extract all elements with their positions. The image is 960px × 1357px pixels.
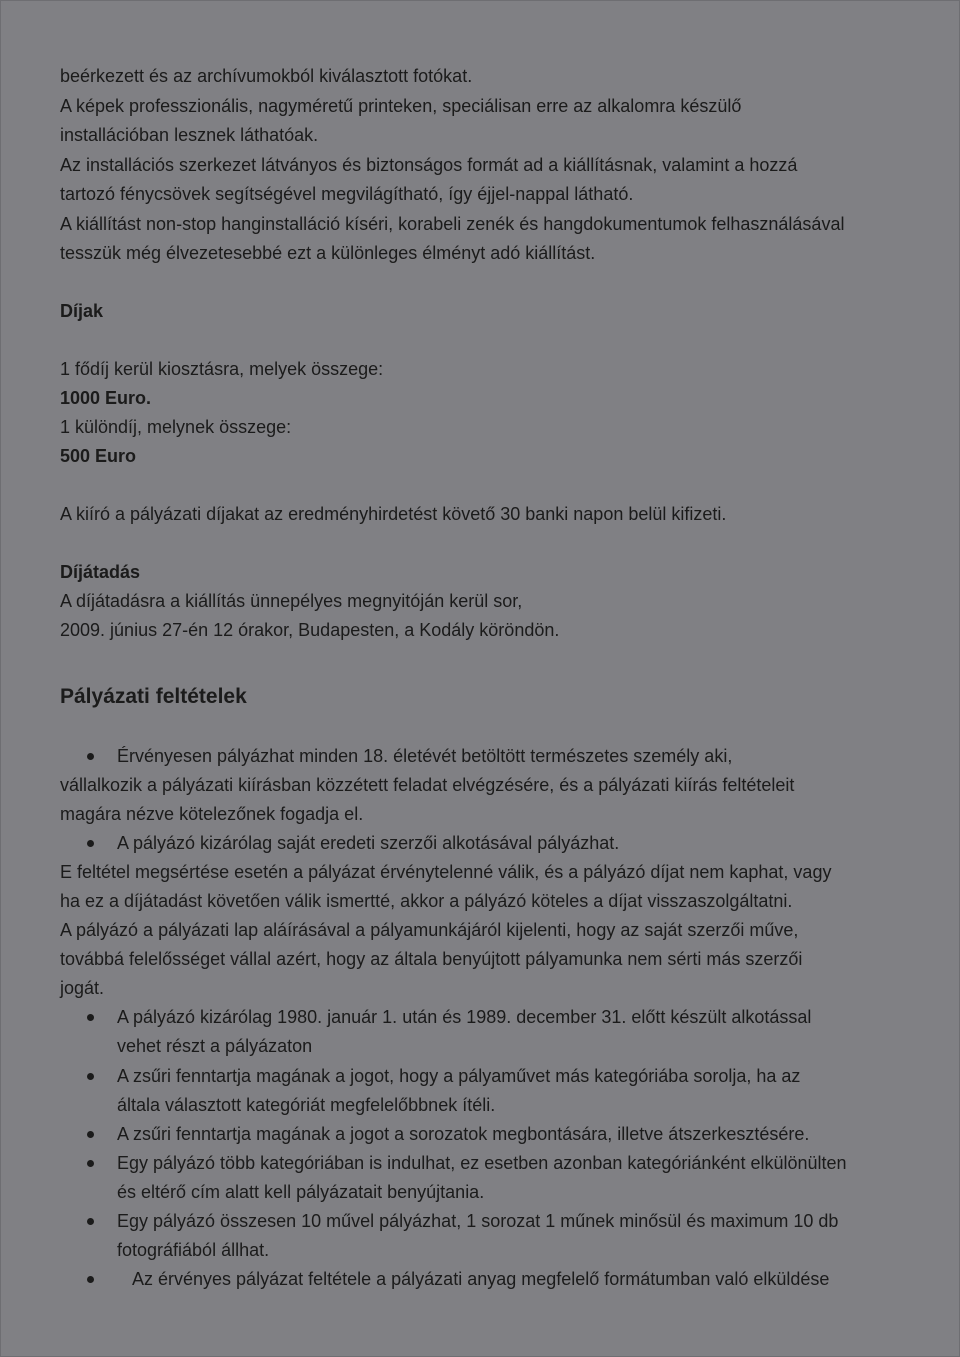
- prizes-heading: Díjak: [60, 301, 104, 321]
- condition-6-line-2: és eltérő cím alatt kell pályázatait benyújtania.: [117, 1182, 485, 1202]
- intro-line-7: tesszük még élvezetesebbé ezt a különleges élményt adó kiállítást.: [60, 243, 596, 263]
- condition-para-line-5: jogát.: [60, 978, 105, 998]
- intro-line-1: beérkezett és az archívumokból kiválasztott fotókat.: [60, 66, 473, 86]
- intro-line-4: Az installációs szerkezet látványos és biztonságos formát ad a kiállításnak, valamint a hozzá: [60, 155, 798, 175]
- intro-line-3: installációban lesznek láthatóak.: [60, 125, 319, 145]
- condition-7-line-1: Egy pályázó összesen 10 művel pályázhat, 1 sorozat 1 műnek minősül és maximum 10 db: [117, 1211, 839, 1231]
- condition-4-line-2: általa választott kategóriát megfelelőbbnek ítéli.: [117, 1095, 496, 1115]
- condition-6-line-1: Egy pályázó több kategóriában is indulhat, ez esetben azonban kategóriánként elkülönülten: [117, 1153, 847, 1173]
- ceremony-line-1: A díjátadásra a kiállítás ünnepélyes megnyitóján kerül sor,: [60, 591, 523, 611]
- bullet-icon: [87, 1131, 94, 1138]
- condition-8-line-1: Az érvényes pályázat feltétele a pályázati anyag megfelelő formátumban való elküldése: [132, 1269, 830, 1289]
- bullet-icon: [87, 1276, 94, 1283]
- bullet-icon: [87, 753, 94, 760]
- condition-2-line-1: A pályázó kizárólag saját eredeti szerzői alkotásával pályázhat.: [117, 833, 620, 853]
- special-prize-amount: 500 Euro: [60, 446, 137, 466]
- bullet-icon: [87, 840, 94, 847]
- special-prize-text: 1 különdíj, melynek összege:: [60, 417, 292, 437]
- condition-1-line-3: magára nézve kötelezőnek fogadja el.: [60, 804, 364, 824]
- condition-7-line-2: fotográfiából állhat.: [117, 1240, 270, 1260]
- main-prize-amount: 1000 Euro.: [60, 388, 152, 408]
- bullet-icon: [87, 1014, 94, 1021]
- ceremony-line-2: 2009. június 27-én 12 órakor, Budapesten, a Kodály köröndön.: [60, 620, 560, 640]
- condition-3-line-2: vehet részt a pályázaton: [117, 1036, 313, 1056]
- intro-line-2: A képek professzionális, nagyméretű printeken, speciálisan erre az alkalomra készülő: [60, 96, 742, 116]
- condition-para-line-4: továbbá felelősséget vállal azért, hogy az általa benyújtott pályamunka nem sérti más szerzői: [60, 949, 803, 969]
- condition-3-line-1: A pályázó kizárólag 1980. január 1. után és 1989. december 31. előtt készült alkotással: [117, 1007, 812, 1027]
- intro-line-6: A kiállítást non-stop hanginstalláció kíséri, korabeli zenék és hangdokumentumok felhasználásával: [60, 214, 845, 234]
- condition-para-line-2: ha ez a díjátadást követően válik ismertté, akkor a pályázó köteles a díjat visszaszolgáltatni.: [60, 891, 793, 911]
- conditions-heading: Pályázati feltételek: [60, 685, 247, 708]
- condition-1-line-1: Érvényesen pályázhat minden 18. életévét betöltött természetes személy aki,: [117, 746, 733, 766]
- intro-line-5: tartozó fénycsövek segítségével megvilágítható, így éjjel-nappal látható.: [60, 184, 634, 204]
- condition-5-line-1: A zsűri fenntartja magának a jogot a sorozatok megbontására, illetve átszerkesztésére.: [117, 1124, 810, 1144]
- condition-1-line-2: vállalkozik a pályázati kiírásban közzétett feladat elvégzésére, és a pályázati kiírás feltételeit: [60, 775, 795, 795]
- condition-para-line-3: A pályázó a pályázati lap aláírásával a pályamunkájáról kijelenti, hogy az saját szerzői műve,: [60, 920, 799, 940]
- condition-para-line-1: E feltétel megsértése esetén a pályázat érvénytelenné válik, és a pályázó díjat nem kaphat, vagy: [60, 862, 832, 882]
- bullet-icon: [87, 1160, 94, 1167]
- payment-note: A kiíró a pályázati díjakat az eredményhirdetést követő 30 banki napon belül kifizeti.: [60, 504, 727, 524]
- bullet-icon: [87, 1218, 94, 1225]
- condition-4-line-1: A zsűri fenntartja magának a jogot, hogy a pályaművet más kategóriába sorolja, ha az: [117, 1066, 801, 1086]
- bullet-icon: [87, 1073, 94, 1080]
- ceremony-heading: Díjátadás: [60, 562, 141, 582]
- main-prize-text: 1 fődíj kerül kiosztásra, melyek összege:: [60, 359, 384, 379]
